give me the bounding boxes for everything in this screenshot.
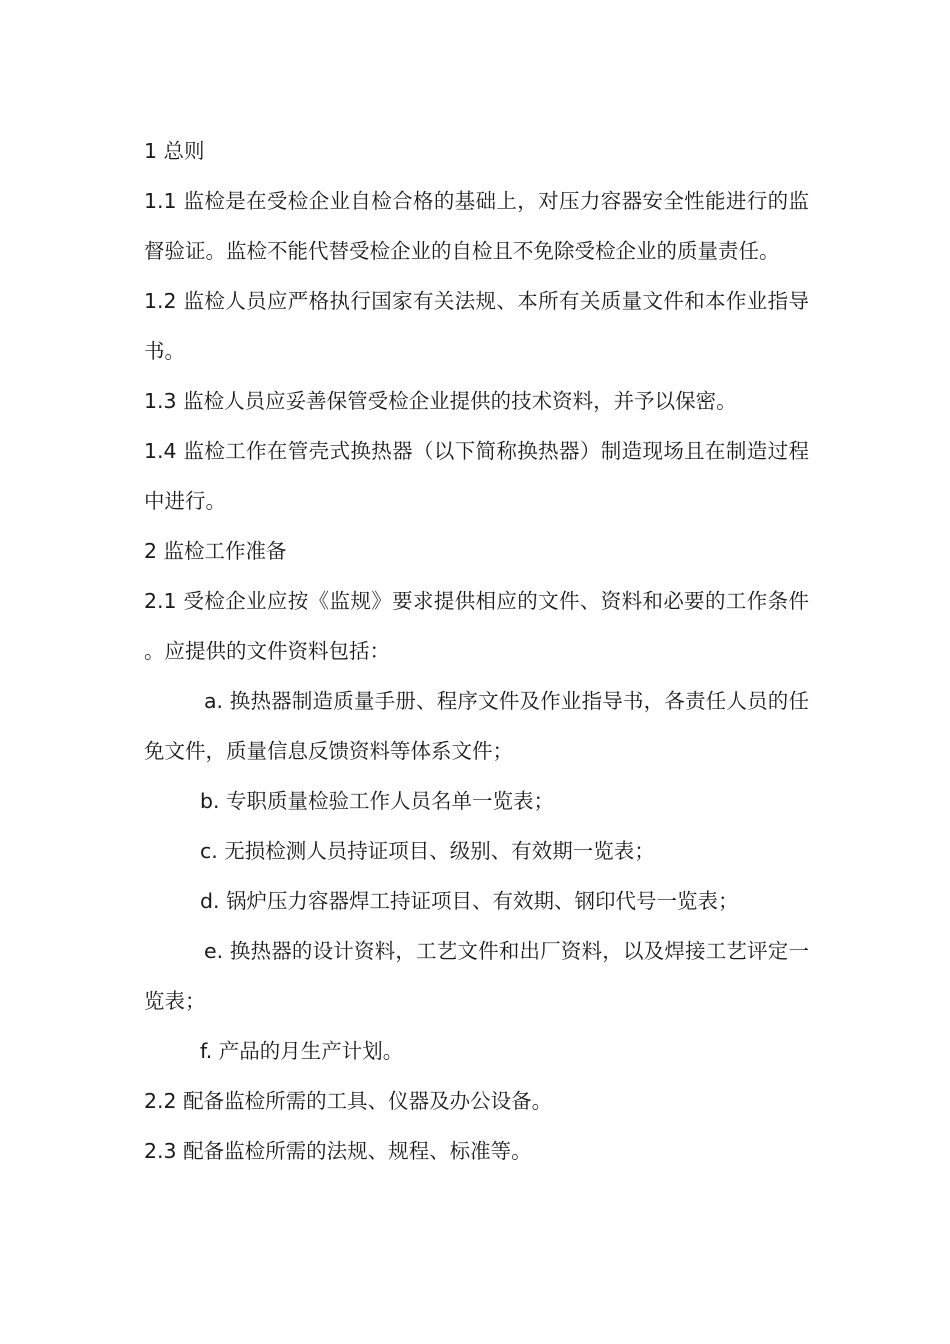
section-heading-2: 2 监检工作准备 (144, 539, 287, 563)
list-item-d: d. 锅炉压力容器焊工持证项目、有效期、钢印代号一览表； (200, 889, 739, 913)
section-heading-1: 1 总则 (144, 139, 205, 163)
list-item-b: b. 专职质量检验工作人员名单一览表； (200, 789, 555, 813)
list-item-f: f. 产品的月生产计划。 (200, 1039, 404, 1063)
paragraph-2-3: 2.3 配备监检所需的法规、规程、标准等。 (144, 1139, 532, 1163)
list-item-e: e. 换热器的设计资料，工艺文件和出厂资料，以及焊接工艺评定一览表； (144, 939, 809, 1013)
document-body (144, 126, 809, 1176)
paragraph-2-2: 2.2 配备监检所需的工具、仪器及办公设备。 (144, 1089, 553, 1113)
list-item-a: a. 换热器制造质量手册、程序文件及作业指导书，各责任人员的任免文件，质量信息反馈资料等体系文件； (144, 689, 809, 763)
paragraph-1-1: 1.1 监检是在受检企业自检合格的基础上，对压力容器安全性能进行的监督验证。监检不能代替受检企业的自检且不免除受检企业的质量责任。 (144, 189, 809, 263)
list-item-c: c. 无损检测人员持证项目、级别、有效期一览表； (200, 839, 655, 863)
paragraph-1-3: 1.3 监检人员应妥善保管受检企业提供的技术资料，并予以保密。 (144, 389, 737, 413)
paragraph-1-4: 1.4 监检工作在管壳式换热器（以下简称换热器）制造现场且在制造过程中进行。 (144, 439, 809, 513)
paragraph-1-2: 1.2 监检人员应严格执行国家有关法规、本所有关质量文件和本作业指导书。 (144, 289, 809, 363)
paragraph-2-1: 2.1 受检企业应按《监规》要求提供相应的文件、资料和必要的工作条件。应提供的文件资料包括： (144, 589, 809, 663)
